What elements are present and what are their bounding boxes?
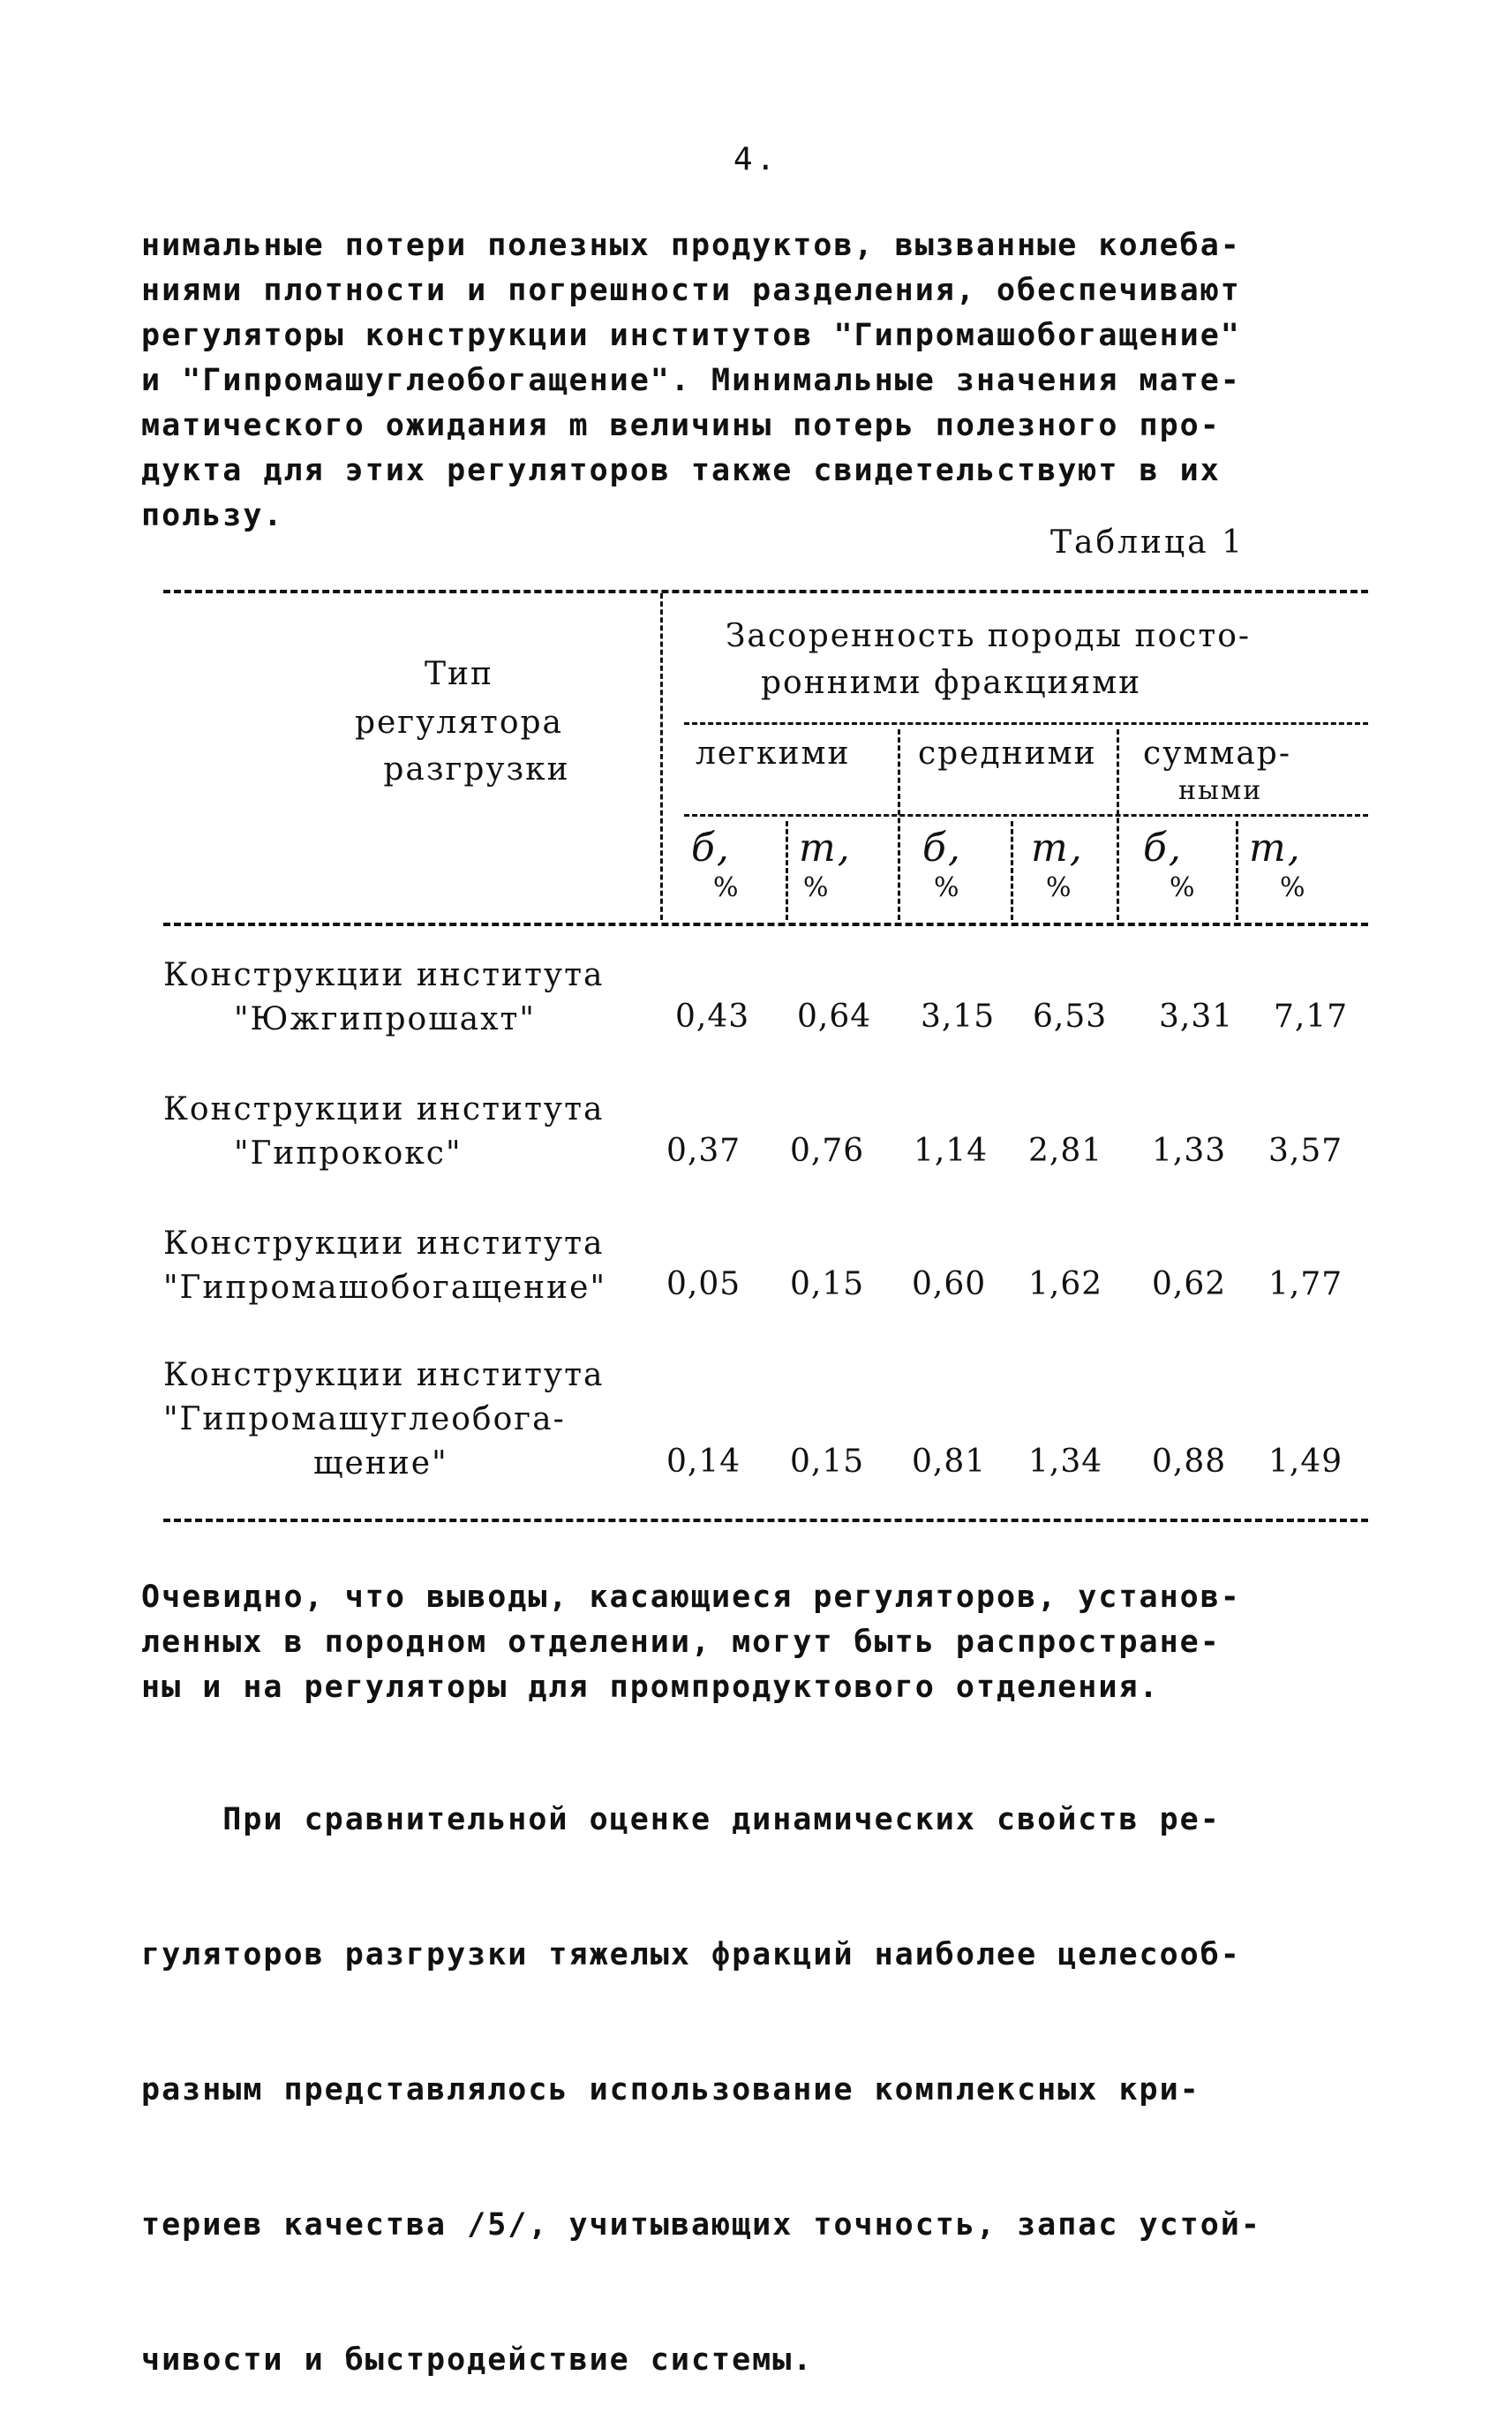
table-cell: 0,76 <box>790 1133 865 1169</box>
intro-paragraph <box>141 223 1373 539</box>
table-row-label <box>163 1353 604 1486</box>
table-caption: Таблица 1 <box>1050 524 1245 561</box>
column-separator <box>1117 729 1119 920</box>
table-cell: 0,43 <box>675 999 750 1035</box>
subgroup-total: суммар- <box>1143 735 1292 772</box>
table-row-label <box>163 1088 604 1176</box>
table-cell: 1,34 <box>1028 1444 1103 1480</box>
row-label-line: Конструкции института <box>163 1225 605 1262</box>
row-header-line: разгрузки <box>383 751 570 788</box>
text-line: ниями плотности и погрешности разделения, обеспечивают <box>141 273 1241 308</box>
row-label-line: Конструкции института <box>163 1091 605 1127</box>
group-header-line: ронними фракциями <box>761 665 1142 701</box>
text-line: дукта для этих регуляторов также свидетельствуют в их <box>141 453 1221 488</box>
unit-label: % <box>1170 872 1197 903</box>
table-cell: 3,31 <box>1159 999 1234 1035</box>
text-line: нимальные потери полезных продуктов, вызванные колеба- <box>141 228 1241 263</box>
unit-label: % <box>934 872 961 903</box>
header-separator <box>660 593 663 920</box>
table-cell: 1,49 <box>1268 1444 1343 1480</box>
table-cell: 0,64 <box>797 999 872 1035</box>
table-row-label <box>163 1222 606 1310</box>
row-label-line: Конструкции института <box>163 1357 605 1393</box>
table-cell: 0,37 <box>666 1133 741 1169</box>
text-line: разным представлялось использование комплексных кри- <box>141 2072 1200 2108</box>
text-line: ленных в породном отделении, могут быть распростране- <box>141 1625 1221 1660</box>
table-cell: 1,62 <box>1028 1266 1103 1302</box>
text-line: и "Гипромашуглеобогащение". Минимальные значения мате- <box>141 363 1241 398</box>
row-label-line: "Гипромашобогащение" <box>163 1270 607 1306</box>
sigma-symbol: б, <box>1143 826 1183 871</box>
table-cell: 0,88 <box>1152 1444 1227 1480</box>
table-cell: 0,62 <box>1152 1266 1227 1302</box>
conclusion-paragraph <box>141 1575 1373 1710</box>
group-header-rule <box>684 722 1368 725</box>
text-line: пользу. <box>141 498 284 533</box>
table-cell: 0,60 <box>912 1266 987 1302</box>
text-line: ны и на регуляторы для промпродуктового отделения. <box>141 1670 1160 1705</box>
page-number: 4. <box>733 141 779 177</box>
column-separator <box>1011 821 1013 920</box>
row-label-line: щение" <box>313 1445 448 1482</box>
row-header-line: Тип <box>425 656 493 692</box>
final-paragraph <box>141 1708 1373 2428</box>
text-line: регуляторы конструкции институтов "Гипромашобогащение" <box>141 318 1241 353</box>
subgroup-header-rule <box>684 814 1368 817</box>
unit-label: % <box>1046 872 1073 903</box>
unit-label: % <box>713 872 741 903</box>
text-line: чивости и быстродействие системы. <box>141 2342 814 2378</box>
table-cell: 1,33 <box>1152 1133 1227 1169</box>
row-label-line: "Южгипрошахт" <box>234 1001 536 1037</box>
m-symbol: m, <box>799 826 852 871</box>
table-row-label <box>163 954 604 1042</box>
sigma-symbol: б, <box>691 826 731 871</box>
table-cell: 1,14 <box>914 1133 989 1169</box>
row-label-line: Конструкции института <box>163 957 605 993</box>
table-cell: 7,17 <box>1274 999 1349 1035</box>
m-symbol: m, <box>1249 826 1302 871</box>
sigma-symbol: б, <box>922 826 962 871</box>
row-label-line: "Гипромашуглеобога- <box>163 1401 566 1437</box>
table-cell: 2,81 <box>1028 1133 1103 1169</box>
m-symbol: m, <box>1031 826 1084 871</box>
text-line: матического ожидания m величины потерь полезного про- <box>141 408 1221 443</box>
unit-label: % <box>803 872 831 903</box>
table-cell: 3,15 <box>921 999 996 1035</box>
table-cell: 0,14 <box>666 1444 741 1480</box>
table-cell: 0,81 <box>912 1444 987 1480</box>
header-bottom-rule <box>163 923 1368 926</box>
table-cell: 0,15 <box>790 1444 865 1480</box>
table-top-rule <box>163 590 1368 593</box>
column-separator <box>1236 821 1238 920</box>
subgroup-total: ными <box>1178 775 1263 806</box>
subgroup-medium: средними <box>918 735 1097 772</box>
table-cell: 0,15 <box>790 1266 865 1302</box>
table-bottom-rule <box>163 1519 1368 1522</box>
column-separator <box>786 821 788 920</box>
subgroup-light: легкими <box>696 735 851 772</box>
row-label-line: "Гипрококс" <box>234 1135 463 1172</box>
group-header-line: Засоренность породы посто- <box>726 618 1252 654</box>
table-cell: 1,77 <box>1268 1266 1343 1302</box>
text-line: гуляторов разгрузки тяжелых фракций наиболее целесооб- <box>141 1937 1241 1972</box>
text-line: териев качества /5/, учитывающих точность, запас устой- <box>141 2207 1261 2243</box>
row-header-line: регулятора <box>354 705 564 741</box>
unit-label: % <box>1280 872 1307 903</box>
table-cell: 0,05 <box>666 1266 741 1302</box>
table-cell: 3,57 <box>1268 1133 1343 1169</box>
text-line: Очевидно, что выводы, касающиеся регуляторов, установ- <box>141 1580 1241 1615</box>
table-cell: 6,53 <box>1033 999 1108 1035</box>
column-separator <box>898 729 900 920</box>
text-line: При сравнительной оценке динамических свойств ре- <box>141 1802 1221 1837</box>
